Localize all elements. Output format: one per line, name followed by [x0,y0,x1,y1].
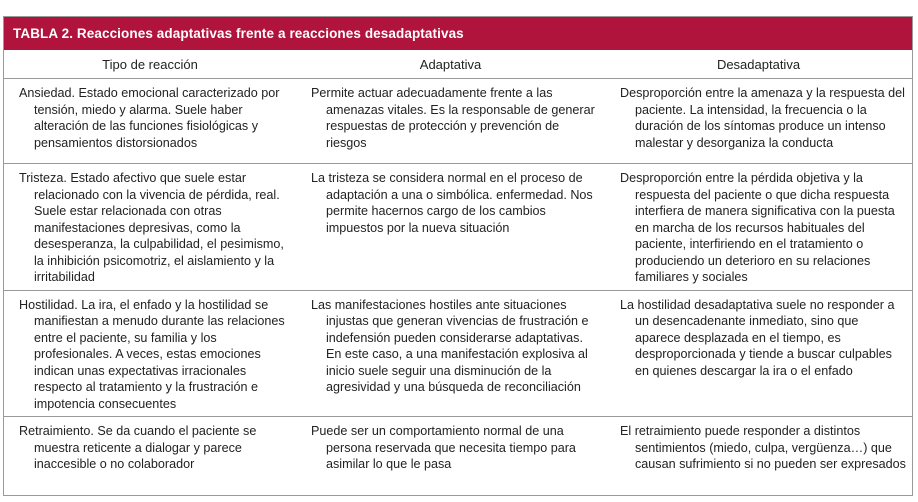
cell-adaptativa: Puede ser un comportamiento normal de una persona reservada que necesita tiempo para asimilar lo que le pasa [311,424,576,471]
header-row [4,50,912,79]
cell-adaptativa: Las manifestaciones hostiles ante situaciones injustas que generan vivencias de frustración e indefensión pueden considerarse adaptativas. En este caso, a una manifestación explosiva al inicio suele seguir una disminución de la agresividad y una búsqueda de reconciliación [296,290,605,417]
cell-desadaptativa: Desproporción entre la amenaza y la respuesta del paciente. La intensidad, la frecuencia o la duración de los síntomas produce un intenso malestar y desorganiza la conducta [605,79,912,164]
header-tipo: Tipo de reacción [4,50,296,79]
cell-desadaptativa: Desproporción entre la pérdida objetiva y la respuesta del paciente o que dicha respuesta interfiera de manera significativa con la puesta en marcha de los recursos habituales del paciente, interfiriendo en el tratamiento o produciendo un deterioro en su relaciones familiares y sociales [605,164,912,291]
table-row [4,417,912,477]
cell-desadaptativa: El retraimiento puede responder a distintos sentimientos (miedo, culpa, vergüenza…) que causan sufrimiento si no pueden ser expresados [620,424,906,471]
table-frame [3,16,913,496]
cell-adaptativa: La tristeza se considera normal en el proceso de adaptación a una o simbólica. enfermedad. Nos permite hacernos cargo de los cambios impuestos por la nueva situación [296,164,605,291]
cell-tipo: Hostilidad. La ira, el enfado y la hostilidad se manifiestan a menudo durante las relaciones entre el paciente, su familia y los profesionales. A veces, estas emociones indican unas expectativas irracionales respecto al tratamiento y la frustración e impotencia consecuentes [4,290,296,417]
table-title: TABLA 2. Reacciones adaptativas frente a reacciones desadaptativas [4,17,912,50]
cell-desadaptativa: La hostilidad desadaptativa suele no responder a un desencadenante inmediato, sino que aparece desplazada en el tiempo, es desproporcionada y tiende a buscar culpables en quienes descargar la ira o el enfado [605,290,912,417]
table-row [4,290,912,417]
cell-tipo: Tristeza. Estado afectivo que suele estar relacionado con la vivencia de pérdida, real. Suele estar relacionada con otras manifestaciones depresivas, como la desesperanza, la culpabilidad, el pesimismo, la inhibición psicomotriz, el aislamiento y la irritabilidad [4,164,296,291]
header-desadaptativa: Desadaptativa [605,50,912,79]
reactions-table [4,50,912,477]
cell-tipo: Ansiedad. Estado emocional caracterizado por tensión, miedo y alarma. Suele haber alteración de las funciones fisiológicas y pensamientos distorsionados [4,79,296,164]
header-adaptativa: Adaptativa [296,50,605,79]
table-row [4,164,912,291]
cell-tipo: Retraimiento. Se da cuando el paciente se muestra reticente a dialogar y parece inaccesible o no colaborador [19,424,257,471]
cell-adaptativa: Permite actuar adecuadamente frente a las amenazas vitales. Es la responsable de generar respuestas de protección y prevención de riesgos [296,79,605,164]
table-row [4,79,912,164]
